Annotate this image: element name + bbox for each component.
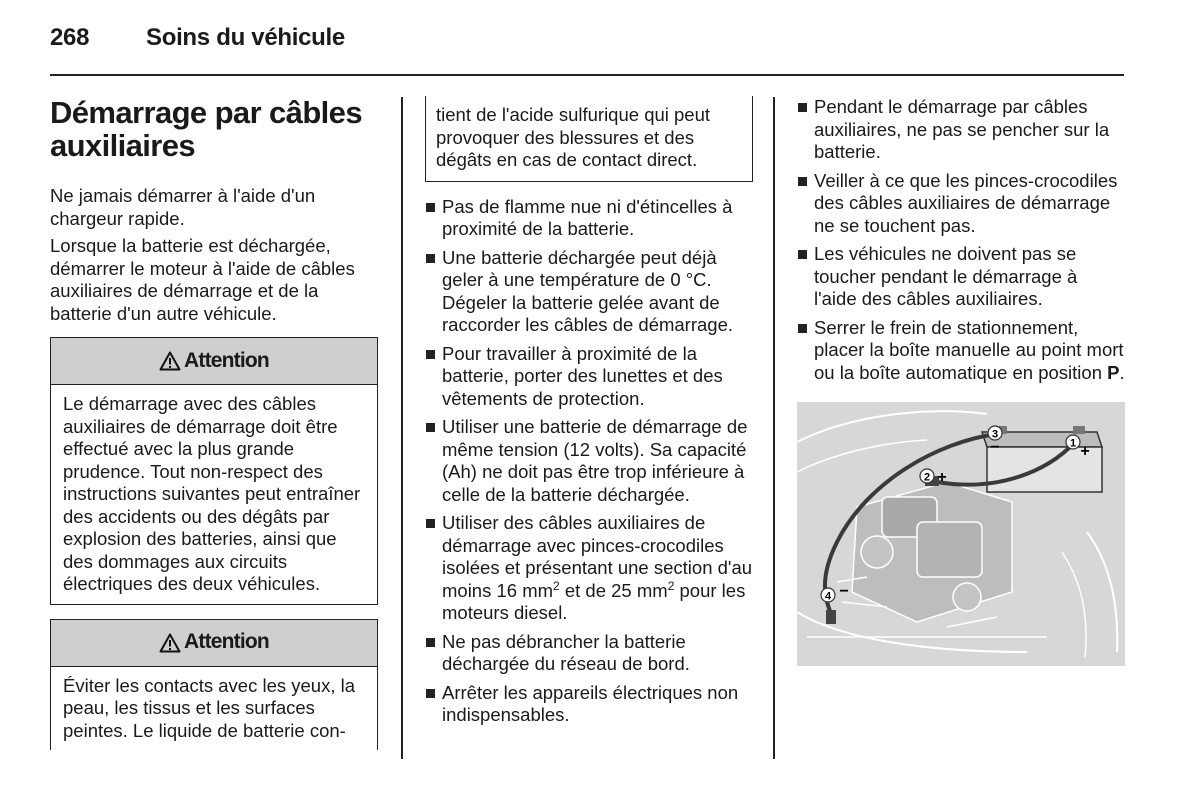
warning-header-1 [51,338,377,385]
bullet-square [798,250,807,259]
list-item: Pour travailler à proximité de la batterie, porter des lunettes et des vêtements de protection. [425,343,753,411]
page-number: 268 [50,24,90,51]
column-divider-1 [401,97,403,759]
list-item: Une batterie déchargée peut déjà geler à une température de 0 °C. Dégeler la batterie gelée avant de raccorder les câbles de démarrage. [425,247,753,337]
warning-label-2: Attention [184,630,269,654]
callout-3-sign: − [990,439,1000,456]
warning-box-1 [50,337,378,605]
callout-2-number: 2 [923,471,931,484]
warning-header-2 [51,620,377,667]
column-3 [797,96,1125,666]
bullet-square [426,350,435,359]
precautions-list [425,196,753,727]
header-rule [50,74,1124,76]
warning-label-1: Attention [184,348,269,372]
list-item: Pas de flamme nue ni d'étincelles à proximité de la batterie. [425,196,753,241]
callout-2-sign: + [937,469,947,486]
bullet-square [798,177,807,186]
column-divider-2 [773,97,775,759]
engine-bay-drawing [797,402,1125,666]
bullet-square [426,423,435,432]
bullet-square [426,689,435,698]
warning-box-2 [50,619,378,751]
bullet-square [426,203,435,212]
list-item: Arrêter les appareils électriques non indispensables. [425,682,753,727]
callout-1-sign: + [1080,443,1090,460]
list-item: Pendant le démarrage par câbles auxiliaires, ne pas se pencher sur la batterie. [797,96,1125,164]
warning-triangle-icon [159,351,181,371]
intro-paragraph-2: Lorsque la batterie est déchargée, démarrer le moteur à l'aide de câbles auxiliaires de démarrage et de la batterie d'un autre véhicule. [50,235,355,324]
bullet-square [426,519,435,528]
callout-3-number: 3 [991,428,999,441]
chapter-title: Soins du véhicule [146,24,345,51]
list-item: Utiliser des câbles auxiliaires de démarrage avec pinces-crocodiles isolées et présentant une section d'au moins 16 $mm^2$ et de 25 $mm^2$ pour les moteurs diesel. [425,512,753,625]
bullet-square [426,254,435,263]
column-2 [425,96,753,733]
callout-1-number: 1 [1069,437,1077,450]
bullet-square [426,638,435,647]
warning-text-2: Éviter les contacts avec les yeux, la peau, les tissus et les surfaces peintes. Le liquide de batterie con- [63,674,356,741]
procedure-list [797,96,1125,384]
intro-paragraph-1: Ne jamais démarrer à l'aide d'un chargeur rapide. [50,185,316,229]
list-item: Utiliser une batterie de démarrage de même tension (12 volts). Sa capacité (Ah) ne doit pas être trop inférieure à celle de la batterie déchargée. [425,416,753,506]
list-item: Veiller à ce que les pinces-crocodiles des câbles auxiliaires de démarrage ne se touchent pas. [797,170,1125,238]
callout-4-sign: − [839,583,849,600]
list-item: Serrer le frein de stationnement, placer la boîte manuelle au point mort ou la boîte automatique en position P. [797,317,1125,385]
list-item: Ne pas débrancher la batterie déchargée du réseau de bord. [425,631,753,676]
warning-triangle-icon [159,633,181,653]
jump-start-illustration [797,402,1125,666]
section-title: Démarrage par câbles auxiliaires [50,95,362,163]
column-1 [50,92,378,750]
list-item: Les véhicules ne doivent pas se toucher pendant le démarrage à l'aide des câbles auxiliaires. [797,243,1125,311]
bullet-square [798,324,807,333]
page-header [50,24,345,52]
callout-4-number: 4 [824,590,832,603]
warning-text-1: Le démarrage avec des câbles auxiliaires de démarrage doit être effectué avec la plus grande prudence. Tout non-respect des instructions suivantes peut entraîner des accidents ou des dégâts par explosion des batteries, ainsi que des dommages aux circuits électriques des deux véhicules. [63,393,361,594]
warning-continuation: tient de l'acide sulfurique qui peut provoquer des blessures et des dégâts en cas de contact direct. [425,96,753,182]
bullet-square [798,103,807,112]
